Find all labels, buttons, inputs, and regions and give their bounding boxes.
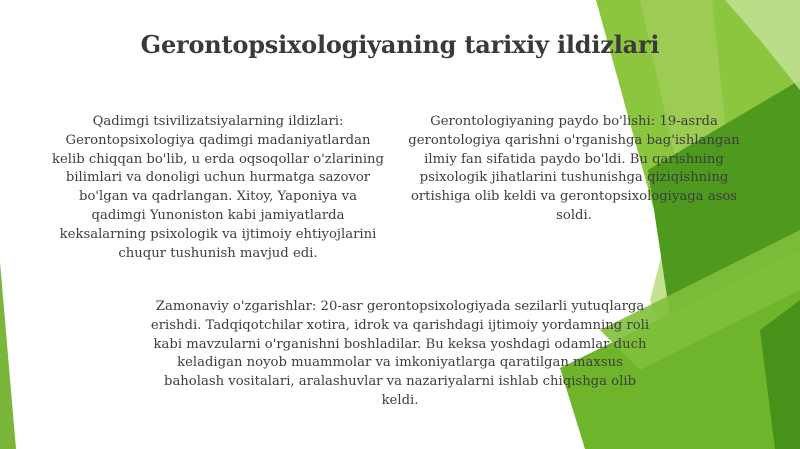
slide-title: Gerontopsixologiyaning tarixiy ildizlari	[140, 30, 660, 59]
paragraph-modern-changes: Zamonaviy o'zgarishlar: 20-asr gerontopsixologiyada sezilarli yutuqlarga erishdi. Tadqiqotchilar xotira, idrok va qarishdagi ijtimoiy yordamning roli kabi mavzularni o'rganishni boshladilar. Bu keksa yoshdagi odamlar duch keladigan noyob muammolar va imkoniyatlarga qaratilgan maxsus baholash vositalari, aralashuvlar va nazariyalarni ishlab chiqishga olib keldi.	[150, 299, 650, 408]
paragraph-ancient-roots: Qadimgi tsivilizatsiyalarning ildizlari: Gerontopsixologiya qadimgi madaniyatlardan kelib chiqqan bo'lib, u erda oqsoqollar o'zlarining bilimlari va donoligi uchun hurmatga sazovor bo'lgan va qadrlangan. Xitoy, Yaponiya va qadimgi Yunoniston kabi jamiyatlarda keksalarning psixologik va ijtimoiy ehtiyojlarini chuqur tushunish mavjud edi.	[52, 114, 384, 261]
paragraph-gerontology-emergence: Gerontologiyaning paydo bo'lishi: 19-asrda gerontologiya qarishni o'rganishga bag'ishlangan ilmiy fan sifatida paydo bo'ldi. Bu qarishning psixologik jihatlarini tushunishga qiziqishning ortishiga olib keldi va gerontopsixologiyaga asos soldi.	[408, 114, 740, 223]
